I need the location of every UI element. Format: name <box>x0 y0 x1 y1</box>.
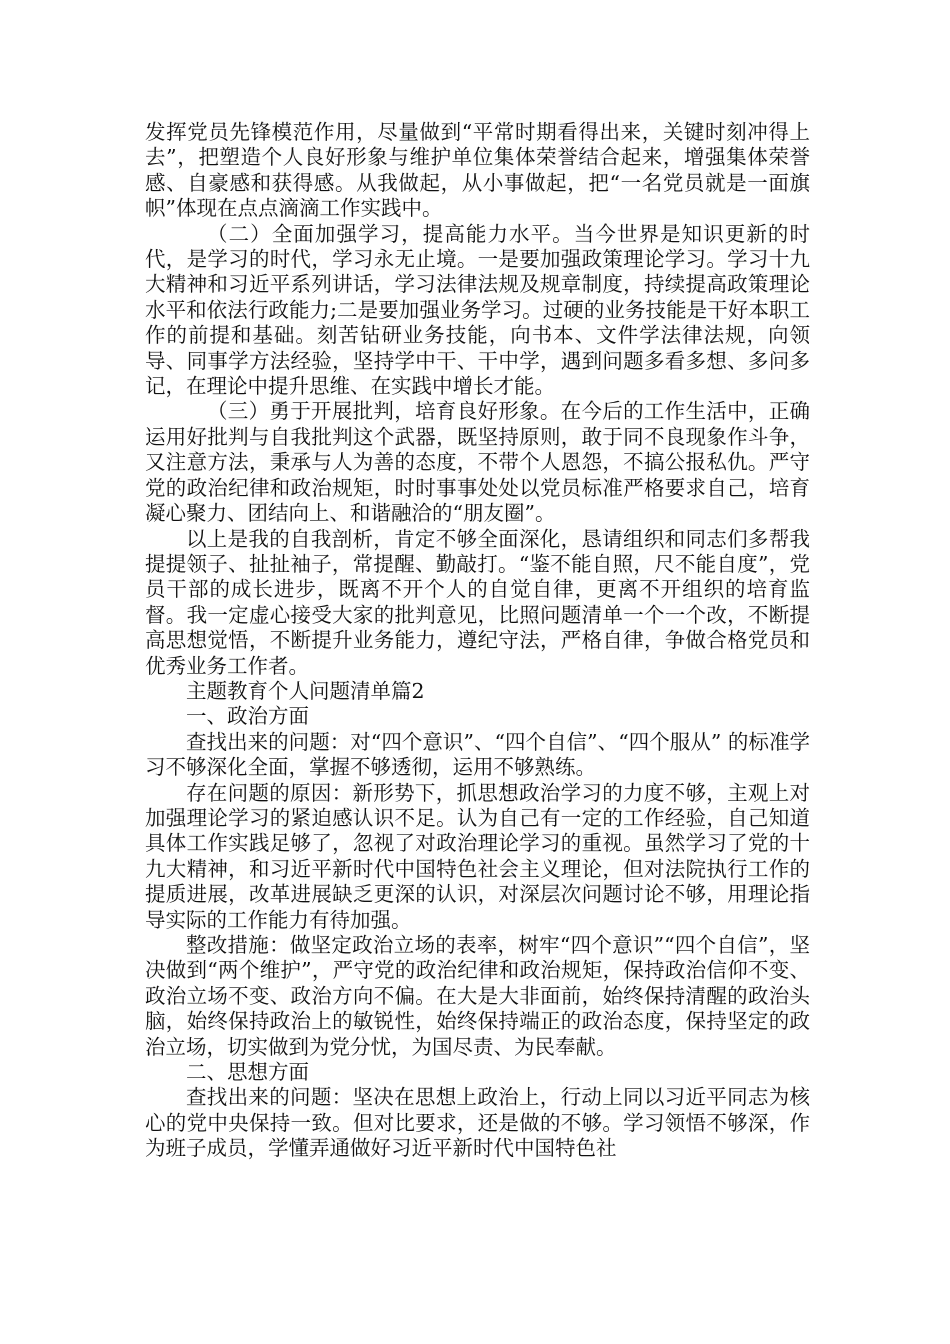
paragraph-political-measures: 整改措施：做坚定政治立场的表率，树牢“四个意识”“四个自信”，坚决做到“两个维护”，严守党的政治纪律和政治规矩，保持政治信仰不变、政治立场不变、政治方向不偏。在大是大非面前，始终保持清醒的政治头脑，始终保持政治上的敏锐性，始终保持端正的政治态度，保持坚定的政治立场，切实做到为党分忧，为国尽责、为民奉献。 <box>145 933 810 1059</box>
paragraph-political-problems: 查找出来的问题：对“四个意识”、“四个自信”、“四个服从” 的标准学习不够深化全面，掌握不够透彻，运用不够熟练。 <box>145 729 810 780</box>
paragraph-criticism: （三）勇于开展批判，培育良好形象。在今后的工作生活中，正确运用好批判与自我批判这个武器，既坚持原则，敢于同不良现象作斗争，又注意方法，秉承与人为善的态度，不带个人恩怨，不搞公报私仇。严守党的政治纪律和政治规矩，时时事事处处以党员标准严格要求自己，培育凝心聚力、团结向上、和谐融洽的“朋友圈”。 <box>145 399 810 526</box>
section-title: 主题教育个人问题清单篇2 <box>186 678 425 703</box>
heading-political: 一、政治方面 <box>186 704 309 729</box>
paragraph-self-analysis: 以上是我的自我剖析，肯定不够全面深化，恳请组织和同志们多帮我提提领子、扯扯袖子，常提醒、勤敲打。“鉴不能自照，尺不能自度”，党员干部的成长进步，既离不开个人的自觉自律，更离不开组织的培育监督。我一定虚心接受大家的批判意见，比照问题清单一个一个改，不断提高思想觉悟，不断提升业务能力，遵纪守法，严格自律，争做合格党员和优秀业务工作者。 <box>145 526 810 678</box>
heading-ideological: 二、思想方面 <box>186 1060 309 1085</box>
paragraph-ideological-problems: 查找出来的问题：坚决在思想上政治上，行动上同以习近平同志为核心的党中央保持一致。但对比要求，还是做的不够。学习领悟不够深，作为班子成员，学懂弄通做好习近平新时代中国特色社 <box>145 1085 810 1161</box>
document-body <box>145 120 810 1162</box>
paragraph-political-causes: 存在问题的原因：新形势下，抓思想政治学习的力度不够，主观上对加强理论学习的紧迫感认识不足。认为自己有一定的工作经验，自己知道具体工作实践足够了，忽视了对政治理论学习的重视。虽然学习了党的十九大精神，和习近平新时代中国特色社会主义理论，但对法院执行工作的提质进展，改革进展缺乏更深的认识，对深层次问题讨论不够，用理论指导实际的工作能力有待加强。 <box>145 780 810 932</box>
paragraph-party-member-role: 发挥党员先锋模范作用，尽量做到“平常时期看得出来，关键时刻冲得上去”，把塑造个人良好形象与维护单位集体荣誉结合起来，增强集体荣誉感、自豪感和获得感。从我做起，从小事做起，把“一名党员就是一面旗帜”体现在点点滴滴工作实践中。 <box>145 120 810 221</box>
paragraph-strengthen-study: （二）全面加强学习，提高能力水平。当今世界是知识更新的时代，是学习的时代，学习永无止境。一是要加强政策理论学习。学习十九大精神和习近平系列讲话，学习法律法规及规章制度，持续提高政策理论水平和依法行政能力;二是要加强业务学习。过硬的业务技能是干好本职工作的前提和基础。刻苦钻研业务技能，向书本、文件学法律法规，向领导、同事学方法经验，坚持学中干、干中学，遇到问题多看多想、多问多记，在理论中提升思维、在实践中增长才能。 <box>145 221 810 399</box>
